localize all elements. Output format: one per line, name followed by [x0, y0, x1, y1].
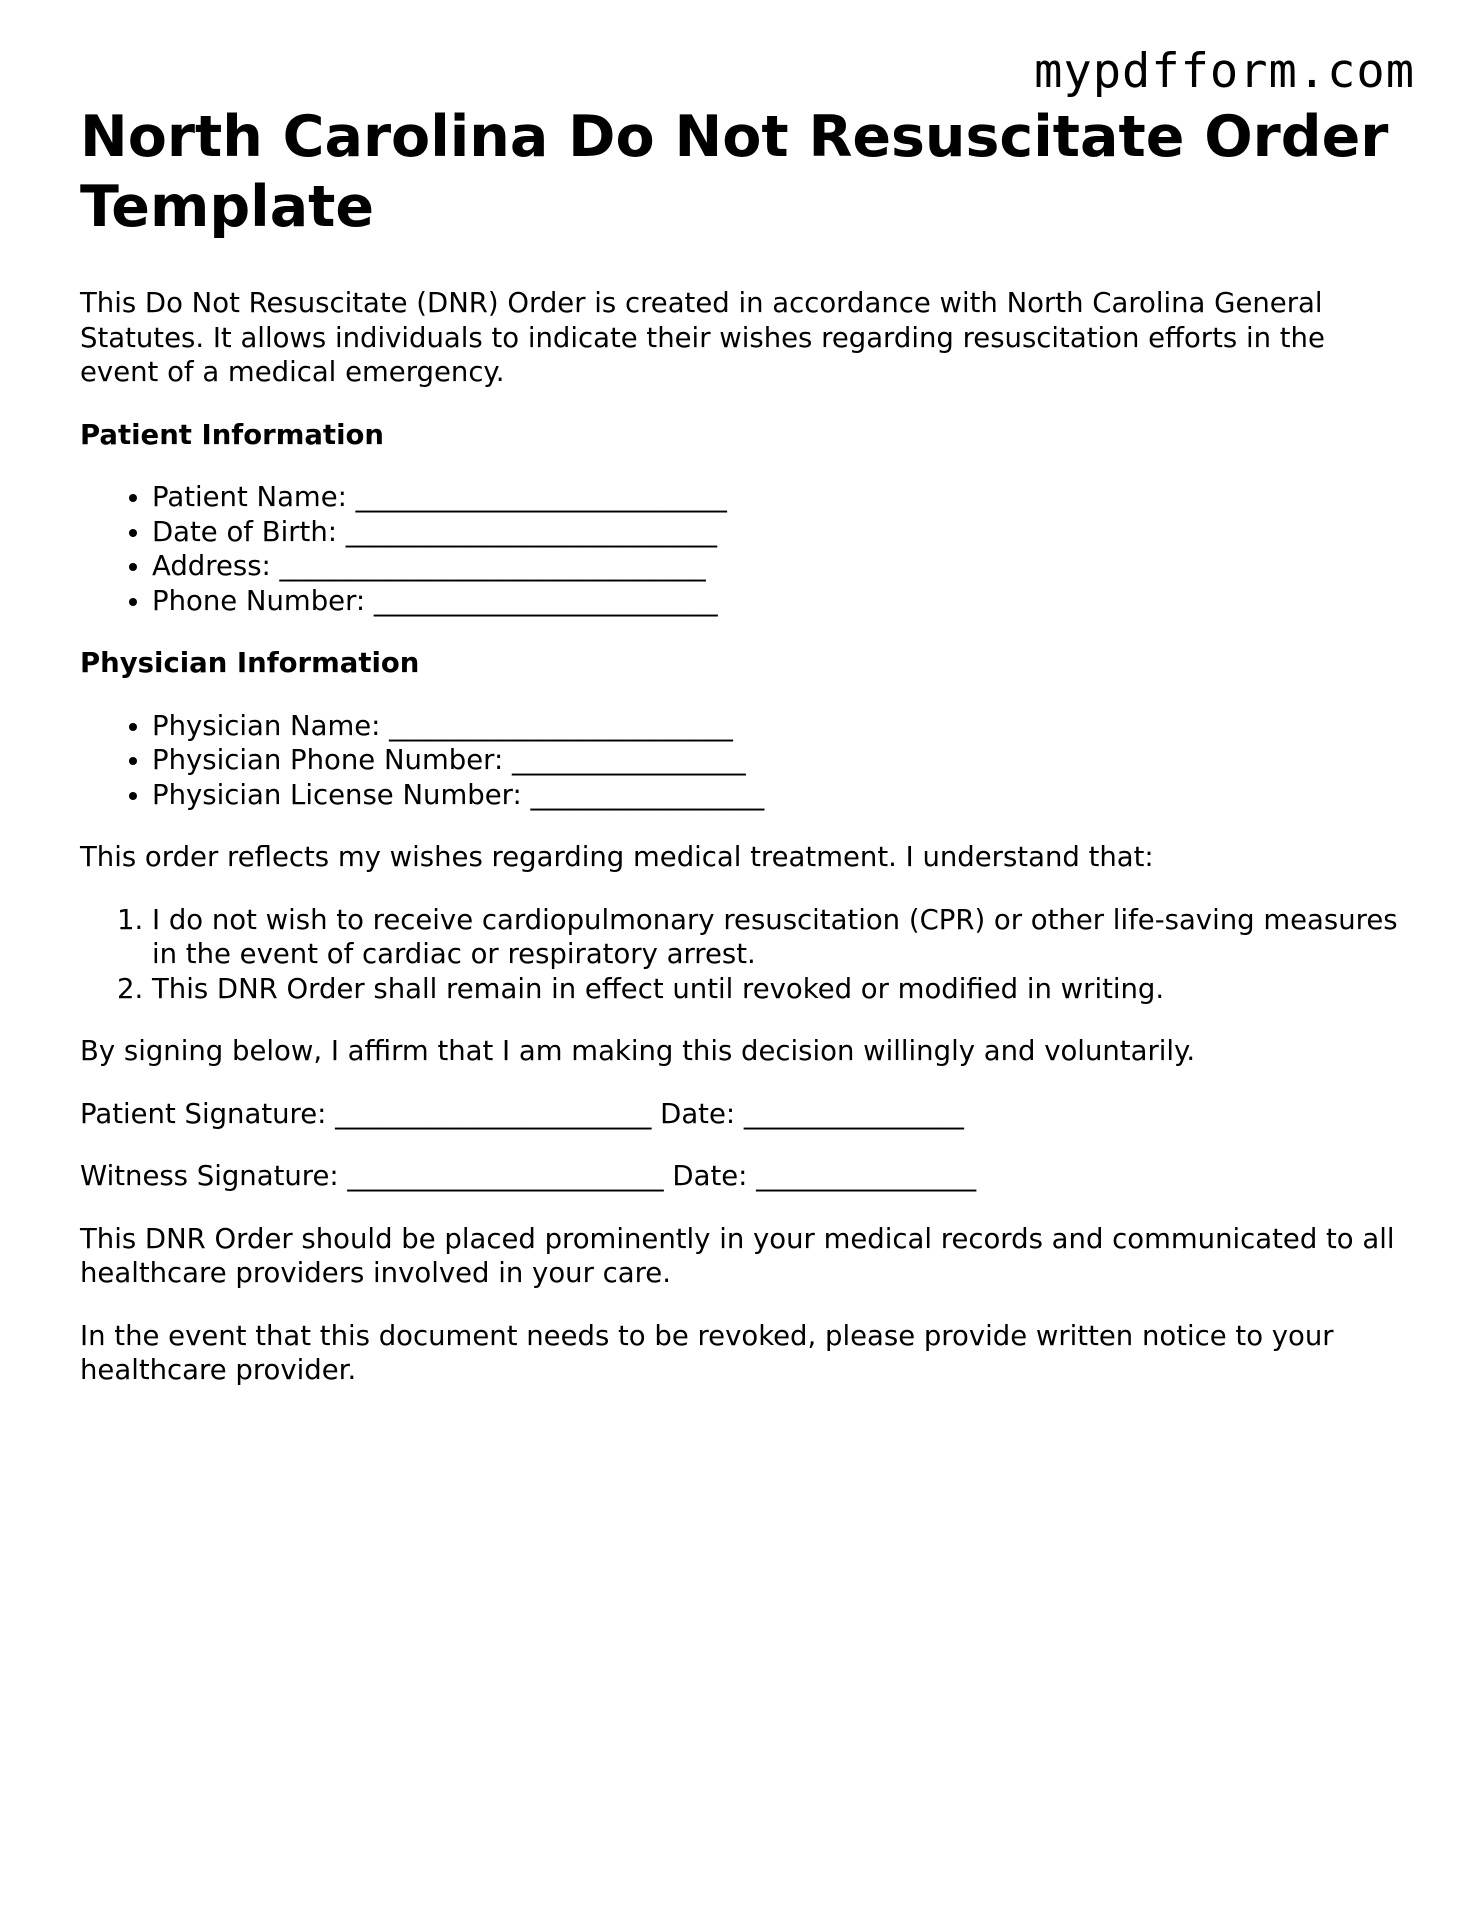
patient-name-field: • Patient Name: ___________________________ [152, 480, 1400, 515]
document-body [80, 102, 1400, 1416]
patient-information-heading: Patient Information [80, 418, 384, 451]
understand-item: 1. I do not wish to receive cardiopulmonary resuscitation (CPR) or other life-saving measures in the event of cardiac or respiratory arrest. [152, 903, 1400, 972]
witness-signature-line: Witness Signature: _______________________ Date: ________________ [80, 1160, 977, 1192]
placement-note: This DNR Order should be placed prominently in your medical records and communicated to all healthcare providers involved in your care. [80, 1222, 1395, 1289]
physician-phone-field: • Physician Phone Number: _________________ [152, 743, 1400, 778]
physician-information-heading: Physician Information [80, 647, 420, 679]
physician-information-list [80, 709, 1400, 813]
intro-paragraph: This Do Not Resuscitate (DNR) Order is created in accordance with North Carolina General Statutes. It allows individuals to indicate their wishes regarding resuscitation efforts in the event of a medical emergency. [80, 287, 1325, 388]
site-watermark: mypdfform.com [1034, 44, 1415, 99]
physician-license-field: • Physician License Number: _________________ [152, 778, 1400, 813]
understand-intro: This order reflects my wishes regarding medical treatment. I understand that: [80, 841, 1154, 873]
physician-name-field: • Physician Name: _________________________ [152, 709, 1400, 744]
phone-number-field: • Phone Number: _________________________ [152, 584, 1400, 619]
patient-signature-line: Patient Signature: _______________________ Date: ________________ [80, 1097, 964, 1130]
patient-information-list [80, 480, 1400, 618]
document-title: North Carolina Do Not Resuscitate Order Template [80, 104, 1389, 240]
revoke-note: In the event that this document needs to be revoked, please provide written notice to your healthcare provider. [80, 1319, 1334, 1386]
date-of-birth-field: • Date of Birth: ___________________________ [152, 515, 1400, 550]
understand-list [80, 903, 1400, 1007]
affirm-paragraph: By signing below, I affirm that I am making this decision willingly and voluntarily. [80, 1035, 1196, 1067]
understand-item: 2. This DNR Order shall remain in effect until revoked or modified in writing. [152, 972, 1400, 1007]
address-field: • Address: _______________________________ [152, 549, 1400, 584]
